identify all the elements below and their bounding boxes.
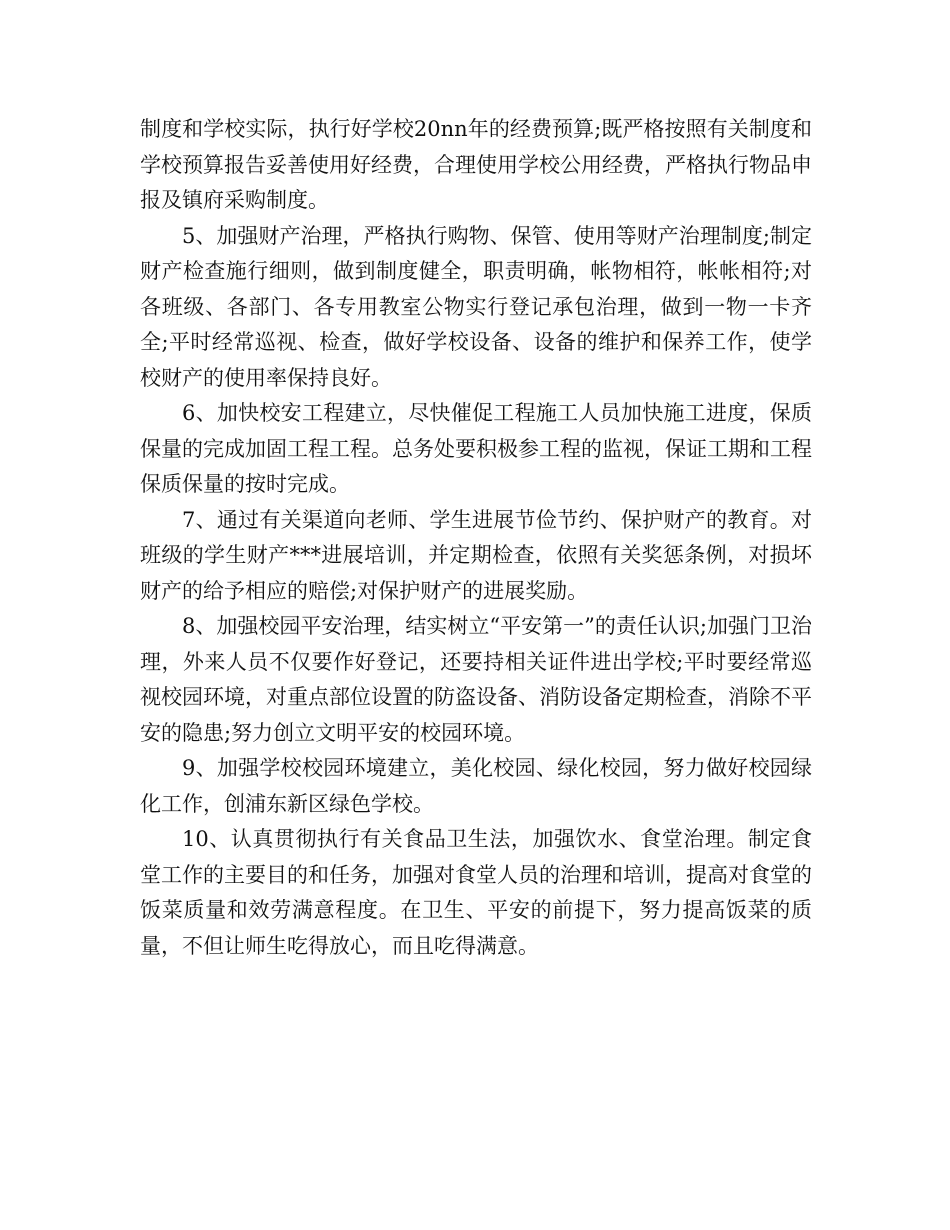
paragraph-budget-continuation: 制度和学校实际，执行好学校20nn年的经费预算;既严格按照有关制度和学校预算报告妥善使用好经费，合理使用学校公用经费，严格执行物品申报及镇府采购制度。	[140, 117, 812, 212]
paragraph-item-9-campus-environment: 9、加强学校校园环境建立，美化校园、绿化校园，努力做好校园绿化工作，创浦东新区绿色学校。	[140, 756, 812, 816]
paragraph-item-8-campus-safety: 8、加强校园平安治理，结实树立“平安第一”的责任认识;加强门卫治理，外来人员不仅要作好登记，还要持相关证件进出学校;平时要经常巡视校园环境，对重点部位设置的防盗设备、消防设备定期检查，消除不平安的隐患;努力创立文明平安的校园环境。	[140, 614, 812, 745]
paragraph-item-6-school-safety-project: 6、加快校安工程建立，尽快催促工程施工人员加快施工进度，保质保量的完成加固工程工程。总务处要积极参工程的监视，保证工期和工程保质保量的按时完成。	[140, 401, 812, 496]
paragraph-item-5-property-management: 5、加强财产治理，严格执行购物、保管、使用等财产治理制度;制定财产检查施行细则，做到制度健全，职责明确，帐物相符，帐帐相符;对各班级、各部门、各专用教室公物实行登记承包治理，做到一物一卡齐全;平时经常巡视、检查，做好学校设备、设备的维护和保养工作，使学校财产的使用率保持良好。	[140, 223, 812, 390]
document-body	[140, 112, 812, 964]
paragraph-item-7-thrift-education: 7、通过有关渠道向老师、学生进展节俭节约、保护财产的教育。对班级的学生财产***进展培训，并定期检查，依照有关奖惩条例，对损坏财产的给予相应的赔偿;对保护财产的进展奖励。	[140, 507, 812, 603]
paragraph-item-10-food-hygiene: 10、认真贯彻执行有关食品卫生法，加强饮水、食堂治理。制定食堂工作的主要目的和任务，加强对食堂人员的治理和培训，提高对食堂的饭菜质量和效劳满意程度。在卫生、平安的前提下，努力提高饭菜的质量，不但让师生吃得放心，而且吃得满意。	[140, 827, 812, 958]
